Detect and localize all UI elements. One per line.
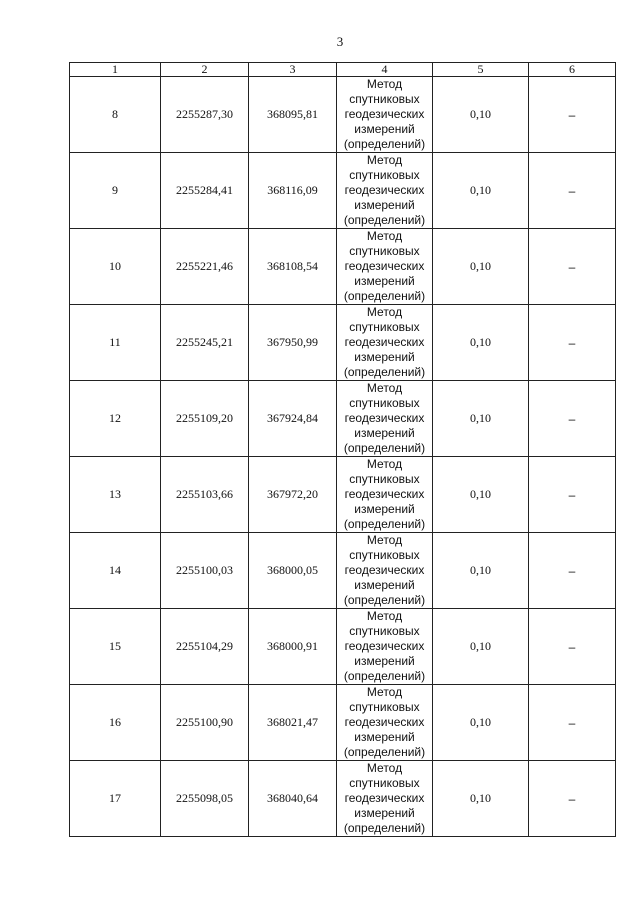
method-line: измерений [354, 502, 415, 516]
y-coordinate-cell: 368000,05 [249, 533, 337, 609]
table-row [70, 153, 616, 229]
method-line: геодезических [344, 107, 425, 121]
method-line: спутниковых [349, 548, 420, 562]
point-number-cell: 10 [70, 229, 161, 305]
method-line: (определений) [343, 593, 426, 607]
method-line: Метод [366, 609, 403, 623]
method-line: геодезических [344, 715, 425, 729]
note-cell: – [529, 533, 616, 609]
x-coordinate-cell: 2255104,29 [161, 609, 249, 685]
method-line: измерений [354, 350, 415, 364]
method-line: измерений [354, 198, 415, 212]
header-col-2: 2 [161, 63, 249, 77]
method-cell [337, 685, 433, 761]
method-cell [337, 609, 433, 685]
y-coordinate-cell: 368021,47 [249, 685, 337, 761]
method-line: геодезических [344, 791, 425, 805]
table-row [70, 685, 616, 761]
method-line: Метод [366, 153, 403, 167]
method-line: геодезических [344, 335, 425, 349]
method-line: (определений) [343, 289, 426, 303]
method-line: (определений) [343, 213, 426, 227]
header-col-4: 4 [337, 63, 433, 77]
table-row [70, 457, 616, 533]
accuracy-cell: 0,10 [433, 77, 529, 153]
y-coordinate-cell: 367924,84 [249, 381, 337, 457]
accuracy-cell: 0,10 [433, 457, 529, 533]
method-line: Метод [366, 685, 403, 699]
method-line: спутниковых [349, 168, 420, 182]
method-line: геодезических [344, 411, 425, 425]
method-line: геодезических [344, 487, 425, 501]
header-col-3: 3 [249, 63, 337, 77]
note-cell: – [529, 153, 616, 229]
x-coordinate-cell: 2255100,03 [161, 533, 249, 609]
accuracy-cell: 0,10 [433, 609, 529, 685]
y-coordinate-cell: 368000,91 [249, 609, 337, 685]
y-coordinate-cell: 368040,64 [249, 761, 337, 837]
accuracy-cell: 0,10 [433, 533, 529, 609]
method-line: спутниковых [349, 320, 420, 334]
method-line: Метод [366, 229, 403, 243]
method-line: спутниковых [349, 396, 420, 410]
x-coordinate-cell: 2255284,41 [161, 153, 249, 229]
method-cell [337, 381, 433, 457]
point-number-cell: 16 [70, 685, 161, 761]
table-row [70, 77, 616, 153]
x-coordinate-cell: 2255103,66 [161, 457, 249, 533]
method-line: геодезических [344, 639, 425, 653]
x-coordinate-cell: 2255100,90 [161, 685, 249, 761]
header-col-6: 6 [529, 63, 616, 77]
header-col-1: 1 [70, 63, 161, 77]
method-cell [337, 77, 433, 153]
table-row [70, 609, 616, 685]
point-number-cell: 12 [70, 381, 161, 457]
note-cell: – [529, 457, 616, 533]
method-line: (определений) [343, 137, 426, 151]
method-cell [337, 229, 433, 305]
method-line: спутниковых [349, 776, 420, 790]
note-cell: – [529, 381, 616, 457]
method-line: Метод [366, 77, 403, 91]
method-line: измерений [354, 426, 415, 440]
x-coordinate-cell: 2255245,21 [161, 305, 249, 381]
point-number-cell: 13 [70, 457, 161, 533]
table-row [70, 229, 616, 305]
method-cell [337, 305, 433, 381]
header-col-5: 5 [433, 63, 529, 77]
accuracy-cell: 0,10 [433, 305, 529, 381]
method-line: геодезических [344, 183, 425, 197]
method-line: измерений [354, 730, 415, 744]
point-number-cell: 8 [70, 77, 161, 153]
method-line: (определений) [343, 821, 426, 835]
accuracy-cell: 0,10 [433, 761, 529, 837]
method-line: Метод [366, 305, 403, 319]
method-line: измерений [354, 578, 415, 592]
method-line: Метод [366, 381, 403, 395]
note-cell: – [529, 305, 616, 381]
method-line: спутниковых [349, 92, 420, 106]
y-coordinate-cell: 368095,81 [249, 77, 337, 153]
method-line: (определений) [343, 441, 426, 455]
note-cell: – [529, 609, 616, 685]
y-coordinate-cell: 367972,20 [249, 457, 337, 533]
method-line: измерений [354, 122, 415, 136]
table-row [70, 381, 616, 457]
note-cell: – [529, 229, 616, 305]
point-number-cell: 14 [70, 533, 161, 609]
method-line: (определений) [343, 745, 426, 759]
method-line: (определений) [343, 365, 426, 379]
method-line: Метод [366, 457, 403, 471]
accuracy-cell: 0,10 [433, 153, 529, 229]
x-coordinate-cell: 2255221,46 [161, 229, 249, 305]
table-row [70, 305, 616, 381]
coordinates-table [69, 62, 616, 837]
method-line: спутниковых [349, 244, 420, 258]
method-cell [337, 761, 433, 837]
method-cell [337, 533, 433, 609]
table-header-row [70, 63, 616, 77]
accuracy-cell: 0,10 [433, 229, 529, 305]
table-row [70, 761, 616, 837]
method-line: (определений) [343, 669, 426, 683]
x-coordinate-cell: 2255098,05 [161, 761, 249, 837]
point-number-cell: 9 [70, 153, 161, 229]
method-cell [337, 153, 433, 229]
point-number-cell: 11 [70, 305, 161, 381]
method-line: спутниковых [349, 624, 420, 638]
note-cell: – [529, 761, 616, 837]
method-line: Метод [366, 533, 403, 547]
method-line: (определений) [343, 517, 426, 531]
method-line: измерений [354, 806, 415, 820]
accuracy-cell: 0,10 [433, 381, 529, 457]
method-line: Метод [366, 761, 403, 775]
y-coordinate-cell: 368108,54 [249, 229, 337, 305]
method-line: измерений [354, 274, 415, 288]
method-line: спутниковых [349, 700, 420, 714]
point-number-cell: 15 [70, 609, 161, 685]
method-line: спутниковых [349, 472, 420, 486]
table-row [70, 533, 616, 609]
y-coordinate-cell: 367950,99 [249, 305, 337, 381]
method-cell [337, 457, 433, 533]
page-number: 3 [336, 34, 344, 49]
y-coordinate-cell: 368116,09 [249, 153, 337, 229]
method-line: геодезических [344, 259, 425, 273]
method-line: измерений [354, 654, 415, 668]
x-coordinate-cell: 2255109,20 [161, 381, 249, 457]
note-cell: – [529, 77, 616, 153]
accuracy-cell: 0,10 [433, 685, 529, 761]
method-line: геодезических [344, 563, 425, 577]
note-cell: – [529, 685, 616, 761]
point-number-cell: 17 [70, 761, 161, 837]
x-coordinate-cell: 2255287,30 [161, 77, 249, 153]
